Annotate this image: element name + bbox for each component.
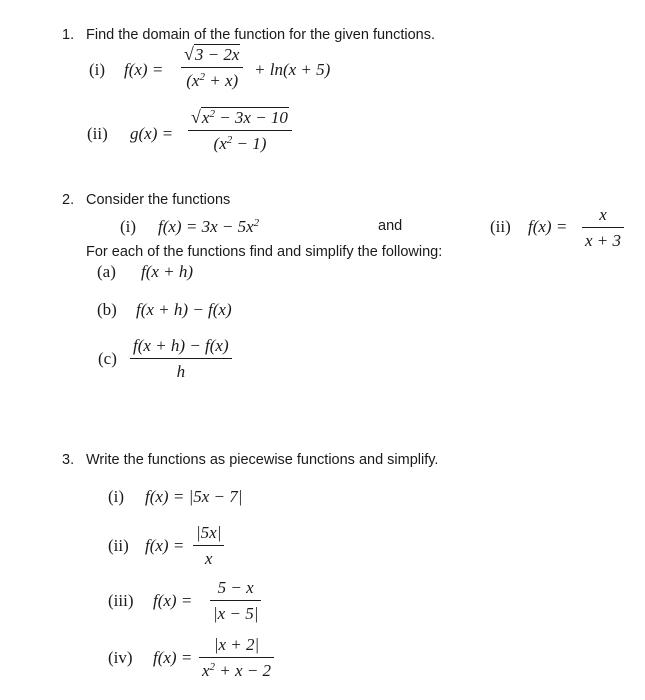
q1-ii-radicand-base: x xyxy=(201,108,210,127)
q2-c-num: f(x + h) − f(x) xyxy=(133,336,229,355)
q1-i-den-tail: + x) xyxy=(204,71,239,90)
q2-c-label: (c) xyxy=(98,349,117,368)
q2-b-expr: f(x + h) − f(x) xyxy=(136,300,232,319)
q1-i-lhs: f(x) = xyxy=(124,60,164,79)
q3-iv-den-tail: + x − 2 xyxy=(215,661,272,680)
q2-i-exp: 2 xyxy=(253,217,260,229)
q1-ii-sqrt: $√x^2 - 3x - 10$ xyxy=(191,107,288,127)
q1-number: 1. xyxy=(62,27,75,43)
q1-i-den-exp: 2 xyxy=(199,71,205,83)
q3-iii-den: |x − 5| xyxy=(210,600,261,622)
q3-iv-label: (iv) xyxy=(108,648,133,667)
q1-i-den-base: (x xyxy=(186,71,200,90)
q1-ii-radicand-exp: 2 xyxy=(209,108,215,120)
q2-i-expr: f(x) = 3x − 5x xyxy=(158,217,254,236)
q1-ii-den-exp: 2 xyxy=(226,134,233,146)
q3-ii-den: x xyxy=(193,545,224,567)
q2-i-label: (i) xyxy=(120,217,137,236)
q1-ii-den-base: (x xyxy=(213,134,227,153)
q2-ii-den: x + 3 xyxy=(582,227,624,249)
q1-ii-den-tail: − 1) xyxy=(232,134,267,153)
q2-prompt: Consider the functions xyxy=(86,192,231,208)
q1-i-sqrt: √3 − 2x xyxy=(184,44,240,64)
q1-ii-lhs: g(x) = xyxy=(130,124,174,143)
q3-iv-den-base: x xyxy=(202,661,210,680)
q2-instruction: For each of the functions find and simplify the following: xyxy=(86,244,443,260)
q3-i-expr: f(x) = |5x − 7| xyxy=(145,487,243,506)
q3-iv-lhs: f(x) = xyxy=(153,648,193,667)
q3-ii-fraction xyxy=(193,524,224,567)
q2-ii-label: (ii) xyxy=(490,217,511,236)
q1-i-radicand: 3 − 2x xyxy=(194,45,240,64)
q1-i-label: (i) xyxy=(89,60,106,79)
q2-a-expr: f(x + h) xyxy=(141,262,194,281)
q3-iv-den-exp: 2 xyxy=(209,661,216,673)
q1-i-fraction xyxy=(181,45,243,89)
q1-ii-radicand-tail: − 3x − 10 xyxy=(214,108,288,127)
q1-ii-label: (ii) xyxy=(87,124,108,143)
q2-ii-lhs: f(x) = xyxy=(528,217,568,236)
q3-iii-fraction xyxy=(210,579,261,622)
q3-ii-num: |5x| xyxy=(196,523,222,542)
q2-ii-fraction xyxy=(582,206,624,249)
q2-c-fraction xyxy=(130,337,232,380)
q3-ii-label: (ii) xyxy=(108,536,129,555)
q3-i-label: (i) xyxy=(108,487,125,506)
q3-iii-num: 5 − x xyxy=(217,578,254,597)
q3-ii-lhs: f(x) = xyxy=(145,536,185,555)
q2-ii-num: x xyxy=(599,205,607,224)
q3-prompt: Write the functions as piecewise functions and simplify. xyxy=(86,452,439,468)
q3-iii-lhs: f(x) = xyxy=(153,591,193,610)
q2-c-den: h xyxy=(130,358,232,380)
q1-i-tail: + ln(x + 5) xyxy=(254,60,331,79)
q3-iv-num: |x + 2| xyxy=(213,635,260,654)
q2-a-label: (a) xyxy=(97,262,116,281)
q2-number: 2. xyxy=(62,192,75,208)
q1-prompt: Find the domain of the function for the given functions. xyxy=(86,27,436,43)
q3-iii-label: (iii) xyxy=(108,591,134,610)
q3-iv-fraction xyxy=(199,636,274,679)
q2-and: and xyxy=(378,218,403,234)
q2-b-label: (b) xyxy=(97,300,117,319)
q3-number: 3. xyxy=(62,452,75,468)
q1-ii-fraction xyxy=(188,108,292,152)
